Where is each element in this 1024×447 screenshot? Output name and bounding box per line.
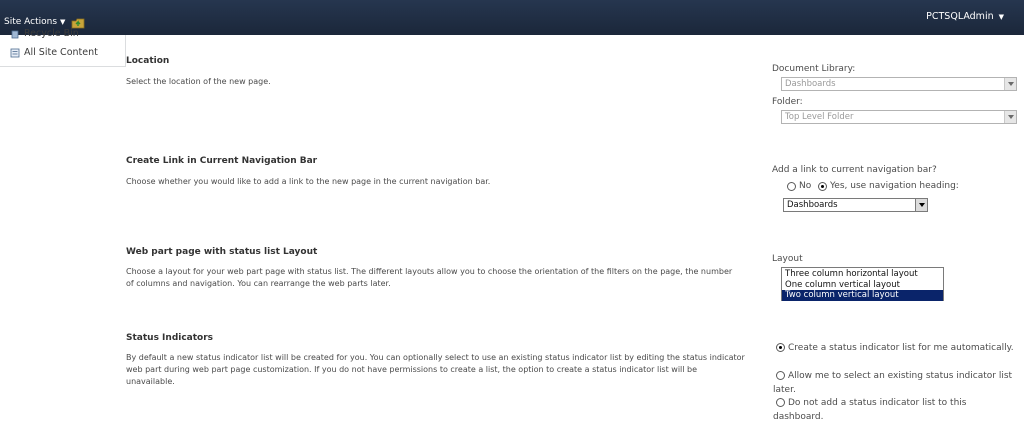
chevron-down-icon: ▼ [998, 13, 1004, 21]
document-library-value: Dashboards [785, 79, 836, 89]
chevron-down-icon: ▼ [60, 18, 66, 26]
navigation-no-label: No [799, 181, 812, 191]
navigation-question: Add a link to current navigation bar? [772, 165, 937, 175]
navigation-description: Choose whether you would like to add a link to the new page in the current navigation bar. [126, 177, 491, 186]
all-site-content-icon [10, 48, 20, 58]
folder-value: Top Level Folder [785, 112, 854, 122]
all-site-content-label: All Site Content [24, 47, 98, 58]
chevron-down-icon [1004, 78, 1016, 90]
quicklaunch-item-all-site-content[interactable] [10, 47, 98, 58]
document-library-select[interactable] [781, 77, 1017, 91]
top-ribbon [0, 0, 1024, 35]
document-library-label: Document Library: [772, 64, 856, 74]
chevron-down-icon [1004, 111, 1016, 123]
status-existing-label: Allow me to select an existing status indicator list later. [773, 371, 1013, 395]
site-actions-menu[interactable] [4, 17, 65, 27]
layout-option[interactable]: One column vertical layout [785, 279, 900, 290]
site-actions-label: Site Actions [4, 17, 58, 27]
navigation-yes-label: Yes, use navigation heading: [830, 181, 959, 191]
location-description: Select the location of the new page. [126, 77, 271, 86]
layout-listbox[interactable] [781, 267, 944, 301]
layout-label: Layout [772, 254, 803, 264]
folder-label: Folder: [772, 97, 803, 107]
navigation-title: Create Link in Current Navigation Bar [126, 156, 318, 166]
navigation-no-radio[interactable] [787, 182, 796, 191]
status-create-label: Create a status indicator list for me automatically. [788, 343, 1014, 353]
navigation-heading-select[interactable] [783, 198, 928, 212]
status-none-label: Do not add a status indicator list to this dashboard. [773, 398, 967, 422]
navigation-heading-value: Dashboards [787, 200, 838, 210]
status-title: Status Indicators [126, 333, 214, 343]
user-menu[interactable] [926, 11, 1004, 22]
status-description: By default a new status indicator list will be created for you. You can optionally select to use an existing status indicator list by editing the status indicator web part during web part page customization. If you do not have permissions to create a list, the option to create a status indicator list will be unavailable. [126, 353, 745, 386]
location-title: Location [126, 56, 170, 66]
layout-title: Web part page with status list Layout [126, 247, 318, 257]
recycle-bin-label: Recycle Bin [24, 28, 79, 39]
layout-option-selected[interactable]: Two column vertical layout [782, 290, 943, 301]
navigation-yes-radio[interactable] [818, 182, 827, 191]
chevron-down-icon [915, 199, 927, 211]
layout-description: Choose a layout for your web part page with status list. The different layouts allow you to choose the orientation of the filters on the page, the number of columns and navigation. You can rearrange the web parts later. [126, 267, 733, 288]
user-name-label: PCTSQLAdmin [926, 11, 994, 22]
folder-select[interactable] [781, 110, 1017, 124]
layout-option[interactable]: Three column horizontal layout [785, 269, 918, 279]
